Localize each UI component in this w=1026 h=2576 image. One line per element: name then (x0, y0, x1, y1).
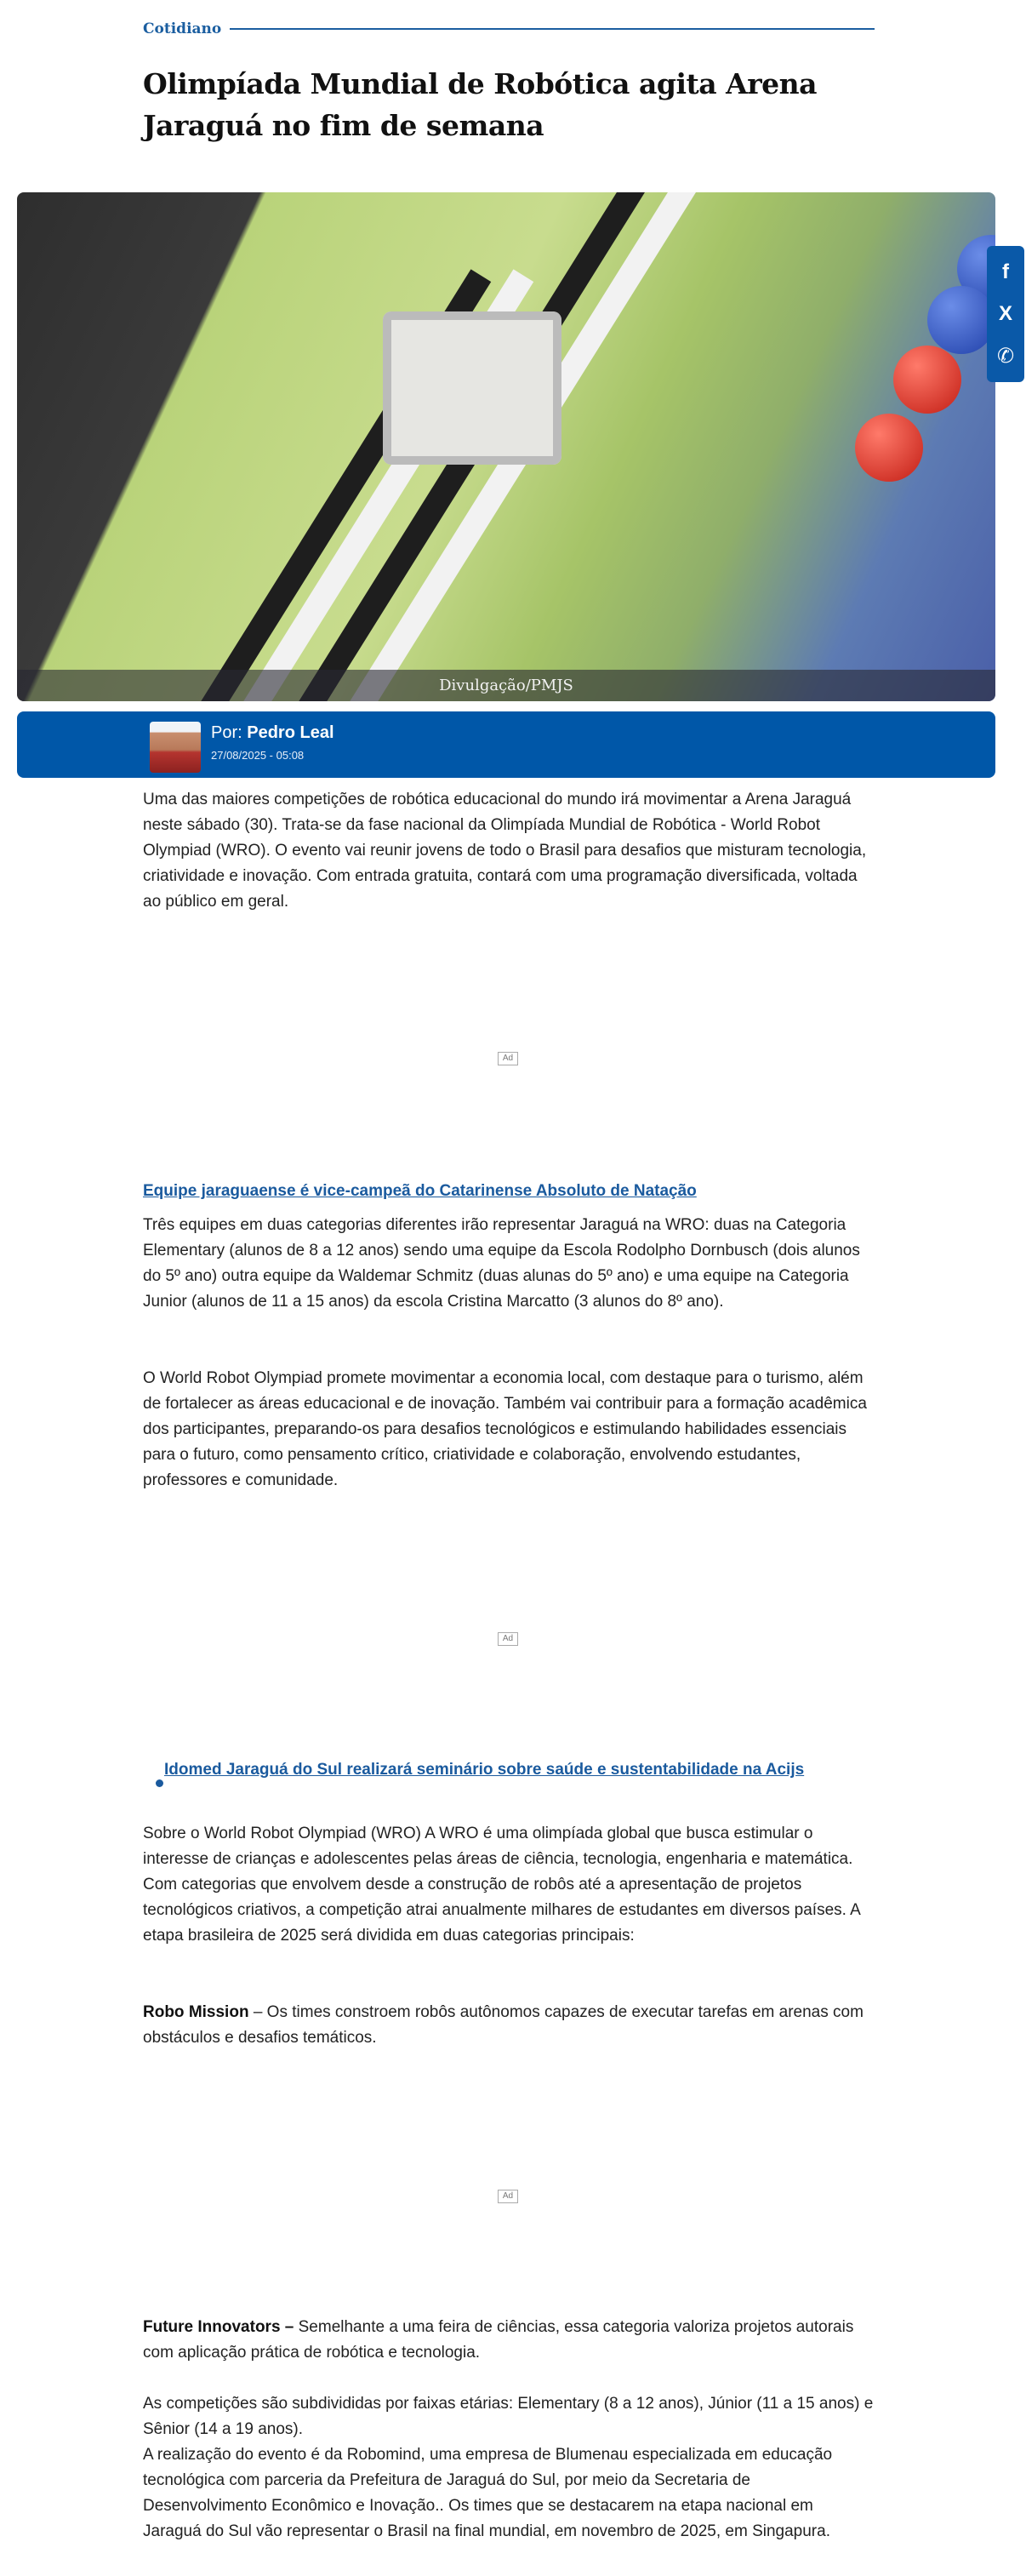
section-header (143, 17, 875, 41)
author-byline (211, 723, 334, 743)
publish-date: 27/08/2025 - 05:08 (211, 749, 305, 762)
ball (893, 346, 961, 414)
whatsapp-icon[interactable]: ✆ (996, 344, 1015, 368)
section-label[interactable]: Cotidiano (143, 20, 222, 37)
ball (927, 286, 995, 354)
bullet-icon (156, 1779, 163, 1787)
related-link[interactable]: Idomed Jaraguá do Sul realizará seminário sobre saúde e sustentabilidade na Acijs (164, 1761, 805, 1779)
hero-image (17, 192, 995, 701)
avatar (150, 722, 201, 773)
facebook-icon[interactable]: f (1002, 260, 1009, 283)
page-title: Olimpíada Mundial de Robótica agita Arena Jaraguá no fim de semana (143, 67, 817, 142)
paragraph (143, 2315, 875, 2366)
category-description: – Os times constroem robôs autônomos capazes de executar tarefas em arenas com obstáculos e desafios temáticos. (143, 2003, 864, 2047)
author-name[interactable]: Pedro Leal (247, 723, 334, 742)
share-bar (987, 246, 1024, 382)
paragraph: As competições são subdivididas por faixas etárias: Elementary (8 a 12 anos), Júnior (11 a 15 anos) e Sênior (14 a 19 anos). (143, 2395, 874, 2438)
ball (855, 414, 923, 482)
paragraph: Três equipes em duas categorias diferentes irão representar Jaraguá na WRO: duas na Categoria Elementary (alunos de 8 a 12 anos) sendo uma equipe da Escola Rodolpho Dornbusch (dois alunos do 5º ano) outra equipe da Waldemar Schmitz (duas alunas do 5º ano) e uma equipe na Categoria Junior (alunos de 11 a 15 anos) da escola Cristina Marcatto (3 alunos do 8º ano). (143, 1216, 860, 1311)
category-name: Robo Mission (143, 2003, 249, 2021)
author-bar (17, 711, 995, 778)
section-divider (230, 28, 875, 30)
ad-label: Ad (498, 1632, 518, 1646)
ad-label: Ad (498, 2190, 518, 2203)
image-caption: Divulgação/PMJS (17, 670, 995, 701)
paragraph: O World Robot Olympiad promete movimentar a economia local, com destaque para o turismo, além de fortalecer as áreas educacional e de inovação. Também vai contribuir para a formação acadêmica dos participantes, preparando-os para desafios tecnológicos e estimulando habilidades essenciais para o futuro, como pensamento crítico, criatividade e colaboração, envolvendo estudantes, professores e comunidade. (143, 1369, 867, 1489)
paragraph: Uma das maiores competições de robótica educacional do mundo irá movimentar a Arena Jaraguá neste sábado (30). Trata-se da fase nacional da Olimpíada Mundial de Robótica - World Robot Olympiad (WRO). O evento vai reunir jovens de todo o Brasil para desafios que misturam tecnologia, criatividade e inovação. Com entrada gratuita, contará com uma programação diversificada, voltada ao público em geral. (143, 791, 867, 911)
robot-figure (383, 311, 561, 465)
paragraph: A realização do evento é da Robomind, uma empresa de Blumenau especializada em educação tecnológica com parceria da Prefeitura de Jaraguá do Sul, por meio da Secretaria de Desenvolvimento Econômico e Inovação.. Os times que se destacarem na etapa nacional em Jaraguá do Sul vão representar o Brasil na final mundial, em novembro de 2025, em Singapura. (143, 2446, 833, 2540)
paragraph (143, 2000, 875, 2051)
paragraph: Sobre o World Robot Olympiad (WRO) A WRO é uma olimpíada global que busca estimular o interesse de crianças e adolescentes pelas áreas de ciência, tecnologia, engenharia e matemática. Com categorias que envolvem desde a construção de robôs até a apresentação de projetos tecnológicos criativos, a competição atrai anualmente milhares de estudantes em diversos países. A etapa brasileira de 2025 será dividida em duas categorias principais: (143, 1825, 860, 1945)
ad-label: Ad (498, 1052, 518, 1065)
x-icon[interactable]: X (998, 301, 1012, 325)
category-description: Semelhante a uma feira de ciências, essa categoria valoriza projetos autorais com aplicação prática de robótica e tecnologia. (143, 2318, 854, 2362)
category-name: Future Innovators – (143, 2318, 294, 2336)
byline-prefix: Por: (211, 723, 242, 742)
related-link[interactable]: Equipe jaraguaense é vice-campeã do Catarinense Absoluto de Natação (143, 1182, 697, 1200)
